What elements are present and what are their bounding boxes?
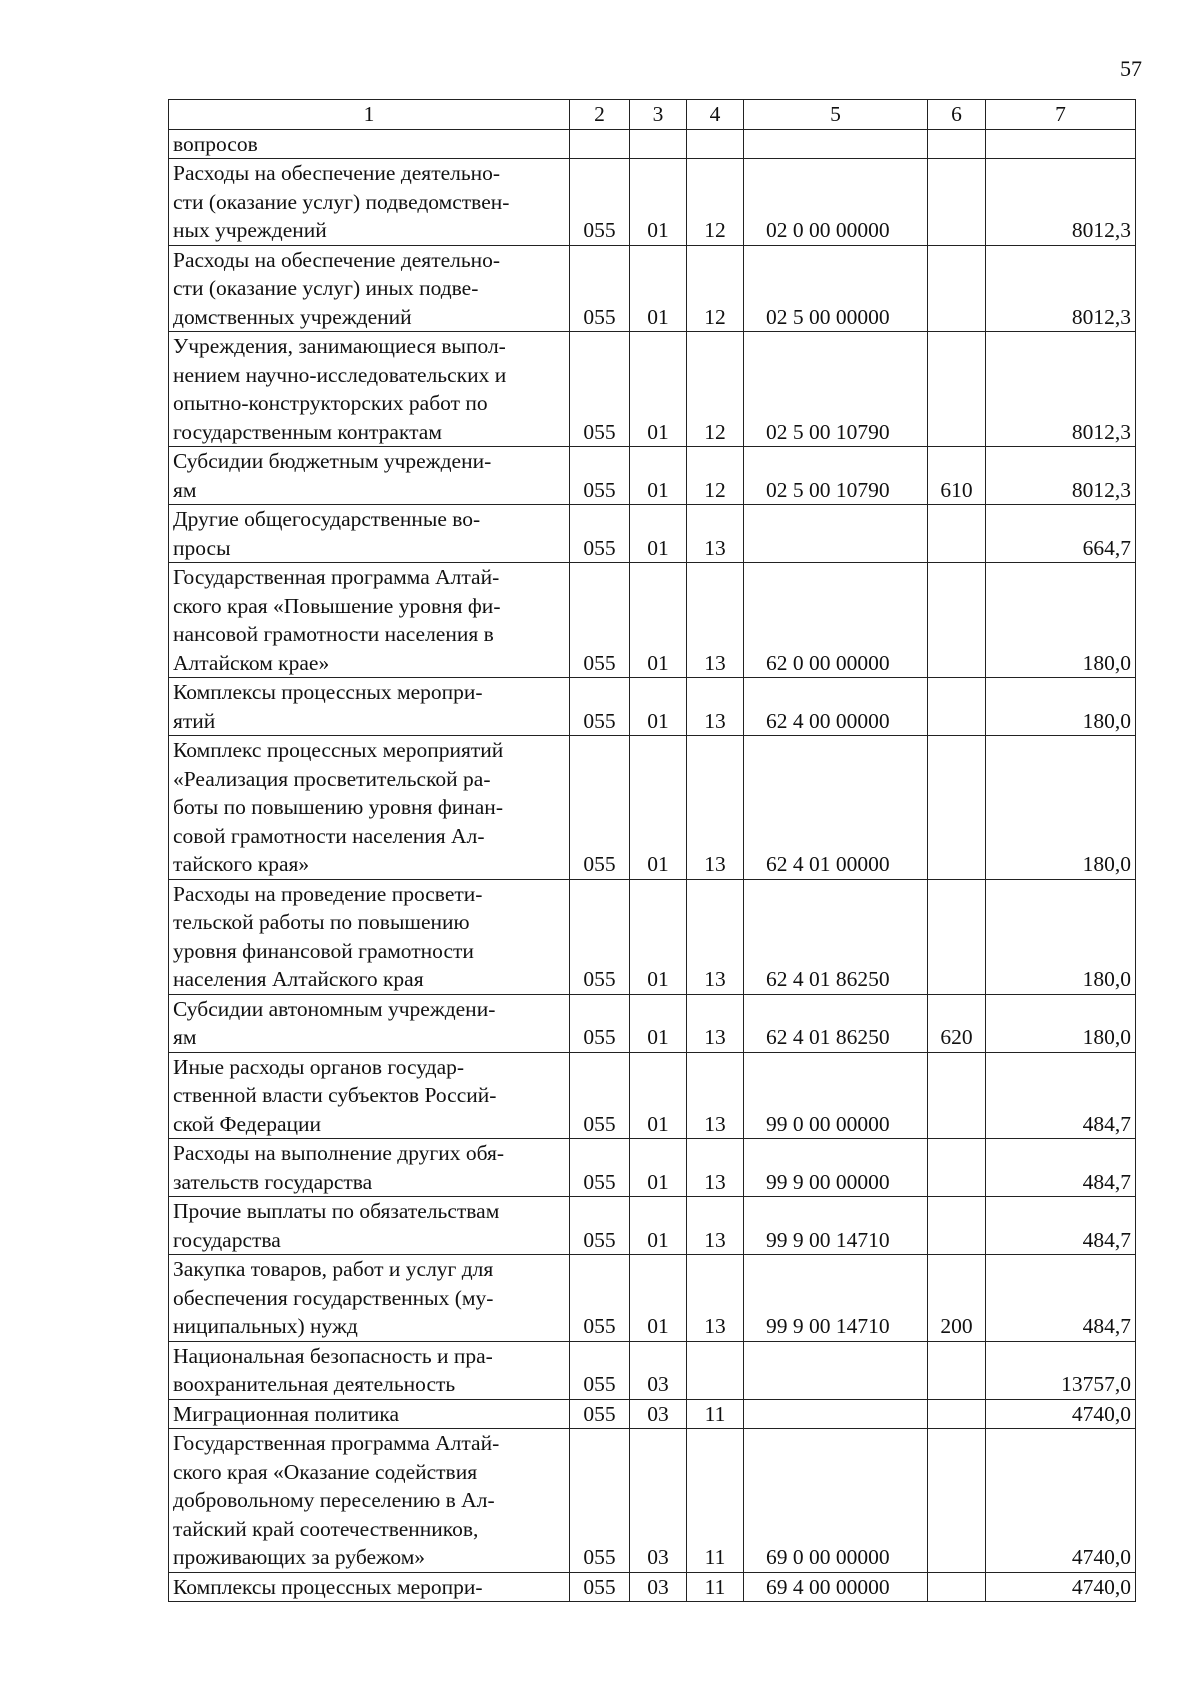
- item-name-line: тельской работы по повышению: [173, 910, 470, 934]
- item-name-line: просы: [173, 535, 231, 560]
- item-name-line: Прочие выплаты по обязательствам: [173, 1199, 500, 1223]
- subsection-code-cell: 13: [687, 678, 744, 736]
- item-name-cell: [169, 1341, 570, 1399]
- section-code-cell: 01: [630, 1197, 687, 1255]
- expense-type-code-cell: [928, 245, 986, 332]
- subsection-code-cell: 13: [687, 1052, 744, 1139]
- item-name-line: ской Федерации: [173, 1111, 322, 1136]
- expense-type-code-cell: [928, 129, 986, 159]
- item-name-cell: [169, 332, 570, 447]
- ministry-code-cell: 055: [570, 505, 630, 563]
- item-name-cell: [169, 1429, 570, 1573]
- amount-cell: 13757,0: [986, 1341, 1136, 1399]
- item-name-cell: [169, 879, 570, 994]
- section-code-cell: 01: [630, 736, 687, 880]
- section-code-cell: 01: [630, 1139, 687, 1197]
- expense-type-code-cell: [928, 505, 986, 563]
- amount-cell: [986, 129, 1136, 159]
- ministry-code-cell: 055: [570, 678, 630, 736]
- table-row: [169, 1139, 1136, 1197]
- item-name-cell: [169, 1572, 570, 1602]
- item-name-line: ского края «Повышение уровня фи-: [173, 593, 501, 618]
- amount-cell: 8012,3: [986, 332, 1136, 447]
- target-item-code-cell: 02 0 00 00000: [744, 159, 928, 246]
- ministry-code-cell: 055: [570, 879, 630, 994]
- target-item-code-cell: 69 0 00 00000: [744, 1429, 928, 1573]
- item-name-line: нением научно-исследовательских и: [173, 362, 507, 387]
- ministry-code-cell: 055: [570, 1399, 630, 1429]
- amount-cell: 8012,3: [986, 245, 1136, 332]
- target-item-code-cell: [744, 129, 928, 159]
- item-name-line: Миграционная политика: [173, 1401, 400, 1426]
- item-name-line: Субсидии автономным учреждени-: [173, 996, 496, 1021]
- table-row: [169, 245, 1136, 332]
- item-name-line: домственных учреждений: [173, 304, 412, 329]
- item-name-line: уровня финансовой грамотности: [173, 938, 474, 963]
- item-name-line: совой грамотности населения Ал-: [173, 823, 485, 848]
- table-row: [169, 447, 1136, 505]
- item-name-line: Алтайском крае»: [173, 650, 330, 675]
- ministry-code-cell: 055: [570, 736, 630, 880]
- table-row: [169, 129, 1136, 159]
- expense-type-code-cell: [928, 332, 986, 447]
- item-name-line: ных учреждений: [173, 218, 327, 242]
- item-name-line: сти (оказание услуг) иных подве-: [173, 276, 479, 300]
- expense-type-code-cell: [928, 159, 986, 246]
- target-item-code-cell: [744, 1341, 928, 1399]
- item-name-line: государственным контрактам: [173, 419, 442, 444]
- expense-type-code-cell: [928, 678, 986, 736]
- item-name-line: «Реализация просветительской ра-: [173, 766, 491, 791]
- item-name-line: Иные расходы органов государ-: [173, 1054, 465, 1079]
- ministry-code-cell: 055: [570, 1341, 630, 1399]
- subsection-code-cell: 12: [687, 245, 744, 332]
- subsection-code-cell: 13: [687, 994, 744, 1052]
- section-code-cell: 03: [630, 1341, 687, 1399]
- target-item-code-cell: 62 4 01 86250: [744, 994, 928, 1052]
- table-row: [169, 1052, 1136, 1139]
- table-row: [169, 879, 1136, 994]
- ministry-code-cell: 055: [570, 1429, 630, 1573]
- expense-type-code-cell: [928, 1139, 986, 1197]
- item-name-cell: [169, 678, 570, 736]
- section-code-cell: 01: [630, 678, 687, 736]
- item-name-cell: [169, 1197, 570, 1255]
- subsection-code-cell: 13: [687, 1255, 744, 1342]
- expense-type-code-cell: [928, 1429, 986, 1573]
- item-name-line: Комплекс процессных мероприятий: [173, 738, 504, 762]
- section-code-cell: 01: [630, 563, 687, 678]
- subsection-code-cell: 13: [687, 1197, 744, 1255]
- section-code-cell: 01: [630, 447, 687, 505]
- item-name-line: сти (оказание услуг) подведомствен-: [173, 189, 510, 214]
- ministry-code-cell: 055: [570, 159, 630, 246]
- ministry-code-cell: 055: [570, 1139, 630, 1197]
- item-name-line: ского края «Оказание содействия: [173, 1459, 478, 1484]
- ministry-code-cell: 055: [570, 447, 630, 505]
- target-item-code-cell: 02 5 00 10790: [744, 332, 928, 447]
- item-name-cell: [169, 1399, 570, 1429]
- expense-type-code-cell: [928, 563, 986, 678]
- target-item-code-cell: 62 4 01 00000: [744, 736, 928, 880]
- expense-type-code-cell: [928, 1052, 986, 1139]
- table-row: [169, 994, 1136, 1052]
- table-row: [169, 563, 1136, 678]
- item-name-cell: [169, 736, 570, 880]
- amount-cell: 180,0: [986, 736, 1136, 880]
- header-cell: 1: [169, 100, 570, 130]
- item-name-line: добровольному переселению в Ал-: [173, 1488, 495, 1512]
- subsection-code-cell: 13: [687, 879, 744, 994]
- subsection-code-cell: 13: [687, 563, 744, 678]
- item-name-line: тайский край соотечественников,: [173, 1516, 479, 1541]
- item-name-line: боты по повышению уровня финан-: [173, 795, 503, 819]
- section-code-cell: 01: [630, 245, 687, 332]
- target-item-code-cell: 62 0 00 00000: [744, 563, 928, 678]
- table-row: [169, 1197, 1136, 1255]
- expense-type-code-cell: [928, 1341, 986, 1399]
- item-name-line: ям: [173, 1025, 197, 1049]
- table-row: [169, 678, 1136, 736]
- subsection-code-cell: 11: [687, 1399, 744, 1429]
- item-name-cell: [169, 505, 570, 563]
- expense-type-code-cell: [928, 1197, 986, 1255]
- section-code-cell: 01: [630, 994, 687, 1052]
- item-name-line: тайского края»: [173, 852, 310, 876]
- table-header-row: [169, 100, 1136, 130]
- target-item-code-cell: 02 5 00 10790: [744, 447, 928, 505]
- item-name-line: обеспечения государственных (му-: [173, 1285, 494, 1310]
- target-item-code-cell: [744, 1399, 928, 1429]
- budget-table: [168, 99, 1136, 1602]
- table-row: [169, 505, 1136, 563]
- amount-cell: 4740,0: [986, 1399, 1136, 1429]
- target-item-code-cell: 99 0 00 00000: [744, 1052, 928, 1139]
- item-name-line: нансовой грамотности населения в: [173, 622, 494, 646]
- item-name-line: Другие общегосударственные во-: [173, 507, 481, 531]
- section-code-cell: [630, 129, 687, 159]
- header-cell: 7: [986, 100, 1136, 130]
- ministry-code-cell: 055: [570, 245, 630, 332]
- item-name-line: Субсидии бюджетным учреждени-: [173, 449, 492, 473]
- item-name-cell: [169, 447, 570, 505]
- expense-type-code-cell: [928, 1399, 986, 1429]
- section-code-cell: 03: [630, 1572, 687, 1602]
- expense-type-code-cell: 620: [928, 994, 986, 1052]
- item-name-line: вопросов: [173, 131, 258, 156]
- page-number: 57: [1120, 56, 1142, 81]
- item-name-line: Комплексы процессных меропри-: [173, 680, 483, 704]
- table-row: [169, 1341, 1136, 1399]
- section-code-cell: 01: [630, 1052, 687, 1139]
- expense-type-code-cell: [928, 736, 986, 880]
- section-code-cell: 03: [630, 1429, 687, 1573]
- item-name-line: ям: [173, 477, 197, 502]
- item-name-line: государства: [173, 1227, 281, 1252]
- target-item-code-cell: 99 9 00 00000: [744, 1139, 928, 1197]
- item-name-line: воохранительная деятельность: [173, 1372, 456, 1396]
- section-code-cell: 01: [630, 1255, 687, 1342]
- amount-cell: 180,0: [986, 678, 1136, 736]
- ministry-code-cell: 055: [570, 1572, 630, 1602]
- item-name-cell: [169, 994, 570, 1052]
- item-name-cell: [169, 159, 570, 246]
- table-row: [169, 736, 1136, 880]
- amount-cell: 180,0: [986, 994, 1136, 1052]
- amount-cell: 484,7: [986, 1052, 1136, 1139]
- item-name-cell: [169, 563, 570, 678]
- item-name-line: ятий: [173, 708, 216, 733]
- amount-cell: 4740,0: [986, 1429, 1136, 1573]
- target-item-code-cell: 99 9 00 14710: [744, 1255, 928, 1342]
- item-name-line: Национальная безопасность и пра-: [173, 1343, 493, 1368]
- table-row: [169, 1399, 1136, 1429]
- section-code-cell: 01: [630, 505, 687, 563]
- item-name-cell: [169, 245, 570, 332]
- subsection-code-cell: [687, 129, 744, 159]
- header-cell: 5: [744, 100, 928, 130]
- target-item-code-cell: [744, 505, 928, 563]
- table-row: [169, 1572, 1136, 1602]
- ministry-code-cell: 055: [570, 1197, 630, 1255]
- section-code-cell: 01: [630, 332, 687, 447]
- item-name-line: Комплексы процессных меропри-: [173, 1574, 483, 1599]
- target-item-code-cell: 62 4 00 00000: [744, 678, 928, 736]
- subsection-code-cell: 12: [687, 332, 744, 447]
- item-name-line: ственной власти субъектов Россий-: [173, 1083, 497, 1107]
- header-cell: 6: [928, 100, 986, 130]
- subsection-code-cell: 13: [687, 1139, 744, 1197]
- table-row: [169, 1429, 1136, 1573]
- table-row: [169, 332, 1136, 447]
- subsection-code-cell: 11: [687, 1572, 744, 1602]
- item-name-line: Расходы на проведение просвети-: [173, 881, 483, 906]
- section-code-cell: 03: [630, 1399, 687, 1429]
- item-name-line: зательств государства: [173, 1169, 373, 1194]
- expense-type-code-cell: 610: [928, 447, 986, 505]
- expense-type-code-cell: 200: [928, 1255, 986, 1342]
- amount-cell: 180,0: [986, 563, 1136, 678]
- item-name-line: Учреждения, занимающиеся выпол-: [173, 334, 506, 358]
- ministry-code-cell: 055: [570, 994, 630, 1052]
- item-name-cell: [169, 1255, 570, 1342]
- expense-type-code-cell: [928, 1572, 986, 1602]
- target-item-code-cell: 02 5 00 00000: [744, 245, 928, 332]
- subsection-code-cell: 12: [687, 159, 744, 246]
- item-name-cell: [169, 129, 570, 159]
- subsection-code-cell: 12: [687, 447, 744, 505]
- item-name-line: Закупка товаров, работ и услуг для: [173, 1257, 494, 1281]
- ministry-code-cell: 055: [570, 1255, 630, 1342]
- amount-cell: 180,0: [986, 879, 1136, 994]
- section-code-cell: 01: [630, 879, 687, 994]
- item-name-line: проживающих за рубежом»: [173, 1545, 426, 1569]
- item-name-line: Расходы на обеспечение деятельно-: [173, 161, 501, 185]
- subsection-code-cell: 13: [687, 736, 744, 880]
- amount-cell: 664,7: [986, 505, 1136, 563]
- ministry-code-cell: 055: [570, 1052, 630, 1139]
- amount-cell: 4740,0: [986, 1572, 1136, 1602]
- ministry-code-cell: 055: [570, 332, 630, 447]
- item-name-line: Расходы на выполнение других обя-: [173, 1141, 505, 1165]
- target-item-code-cell: 99 9 00 14710: [744, 1197, 928, 1255]
- header-cell: 2: [570, 100, 630, 130]
- header-cell: 4: [687, 100, 744, 130]
- table-row: [169, 159, 1136, 246]
- subsection-code-cell: 11: [687, 1429, 744, 1573]
- table-row: [169, 1255, 1136, 1342]
- amount-cell: 8012,3: [986, 159, 1136, 246]
- item-name-cell: [169, 1139, 570, 1197]
- item-name-line: населения Алтайского края: [173, 967, 424, 991]
- item-name-line: Государственная программа Алтай-: [173, 565, 500, 589]
- target-item-code-cell: 62 4 01 86250: [744, 879, 928, 994]
- amount-cell: 484,7: [986, 1139, 1136, 1197]
- ministry-code-cell: 055: [570, 563, 630, 678]
- target-item-code-cell: 69 4 00 00000: [744, 1572, 928, 1602]
- amount-cell: 484,7: [986, 1255, 1136, 1342]
- expense-type-code-cell: [928, 879, 986, 994]
- subsection-code-cell: [687, 1341, 744, 1399]
- header-cell: 3: [630, 100, 687, 130]
- item-name-cell: [169, 1052, 570, 1139]
- item-name-line: опытно-конструкторских работ по: [173, 391, 488, 415]
- item-name-line: ниципальных) нужд: [173, 1314, 358, 1338]
- amount-cell: 484,7: [986, 1197, 1136, 1255]
- amount-cell: 8012,3: [986, 447, 1136, 505]
- subsection-code-cell: 13: [687, 505, 744, 563]
- section-code-cell: 01: [630, 159, 687, 246]
- item-name-line: Расходы на обеспечение деятельно-: [173, 247, 501, 272]
- ministry-code-cell: [570, 129, 630, 159]
- item-name-line: Государственная программа Алтай-: [173, 1431, 500, 1455]
